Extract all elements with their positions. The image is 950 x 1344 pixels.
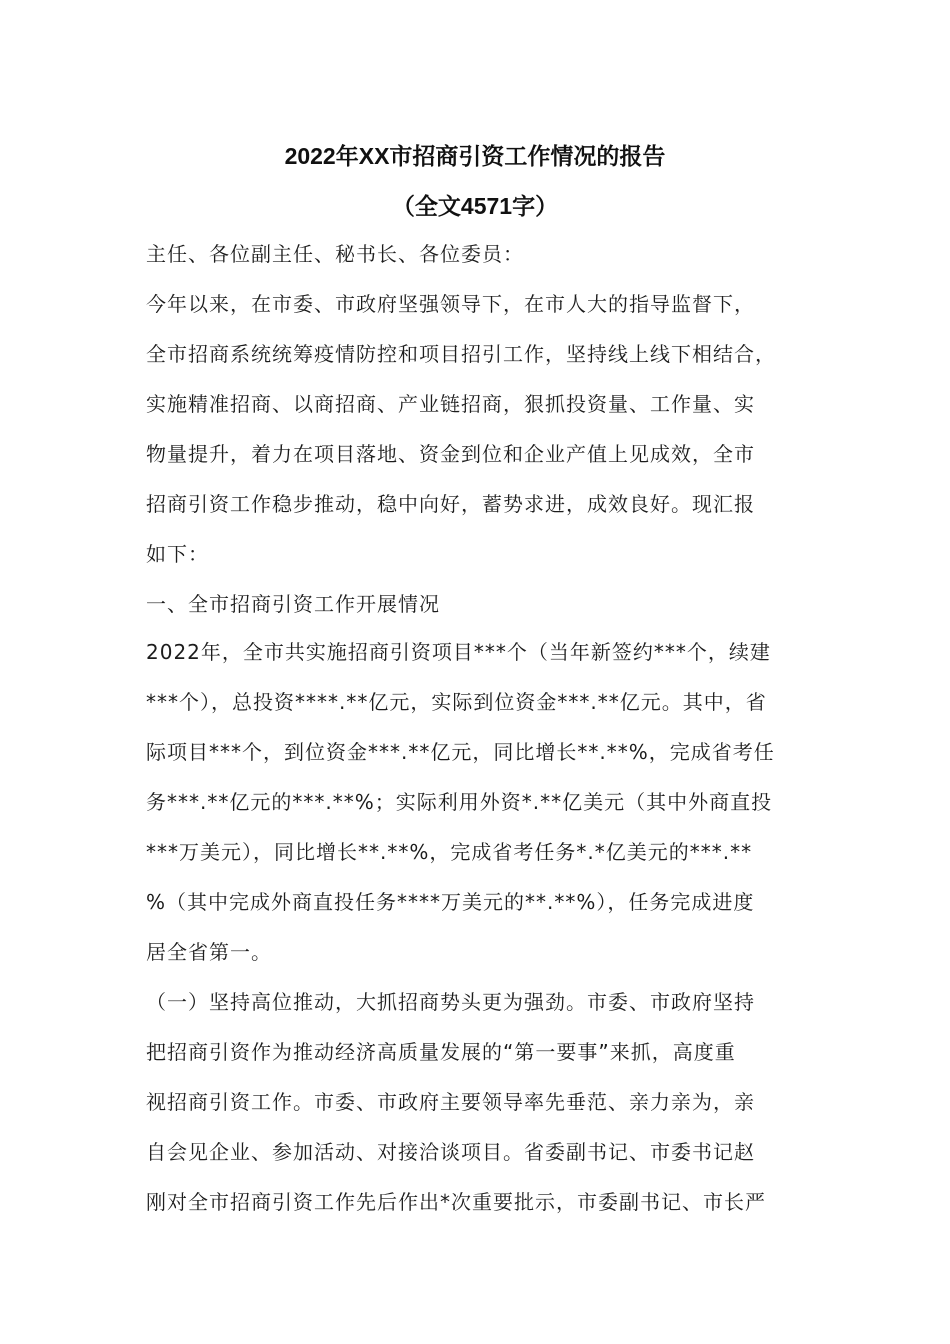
subsection-heading: （一）坚持高位推动，大抓招商势头更为强劲。市委、市政府坚持 [146, 990, 755, 1014]
body-line: 自会见企业、参加活动、对接洽谈项目。省委副书记、市委书记赵 [146, 1140, 755, 1164]
body-line: 际项目***个，到位资金***.**亿元，同比增长**.**%，完成省考任 [146, 740, 775, 764]
body-line: 居全省第一。 [146, 940, 272, 964]
body-line: 招商引资工作稳步推动，稳中向好，蓄势求进，成效良好。现汇报 [146, 492, 755, 516]
body-line: 物量提升，着力在项目落地、资金到位和企业产值上见成效，全市 [146, 442, 755, 466]
document-title: 2022年XX市招商引资工作情况的报告 [284, 143, 666, 169]
body-line: 全市招商系统统筹疫情防控和项目招引工作，坚持线上线下相结合， [146, 342, 776, 366]
section-heading: 一、全市招商引资工作开展情况 [146, 592, 440, 616]
body-line: 务***.**亿元的***.**%；实际利用外资*.**亿美元（其中外商直投 [146, 790, 773, 814]
body-line: 如下： [146, 542, 209, 566]
body-line: %（其中完成外商直投任务****万美元的**.**%），任务完成进度 [146, 890, 755, 914]
document-subtitle: （全文4571字） [391, 193, 559, 219]
body-line: 今年以来，在市委、市政府坚强领导下，在市人大的指导监督下， [146, 292, 755, 316]
body-line: ***个），总投资****.**亿元，实际到位资金***.**亿元。其中，省 [146, 690, 767, 714]
body-line: 2022年，全市共实施招商引资项目***个（当年新签约***个，续建 [146, 640, 771, 664]
body-line: 视招商引资工作。市委、市政府主要领导率先垂范、亲力亲为，亲 [146, 1090, 755, 1114]
body-line: 主任、各位副主任、秘书长、各位委员： [146, 242, 524, 266]
body-line: 把招商引资作为推动经济高质量发展的“第一要事”来抓，高度重 [146, 1040, 736, 1064]
body-line: ***万美元），同比增长**.**%，完成省考任务*.*亿美元的***.** [146, 840, 753, 864]
body-line: 刚对全市招商引资工作先后作出*次重要批示，市委副书记、市长严 [146, 1190, 766, 1214]
body-line: 实施精准招商、以商招商、产业链招商，狠抓投资量、工作量、实 [146, 392, 755, 416]
